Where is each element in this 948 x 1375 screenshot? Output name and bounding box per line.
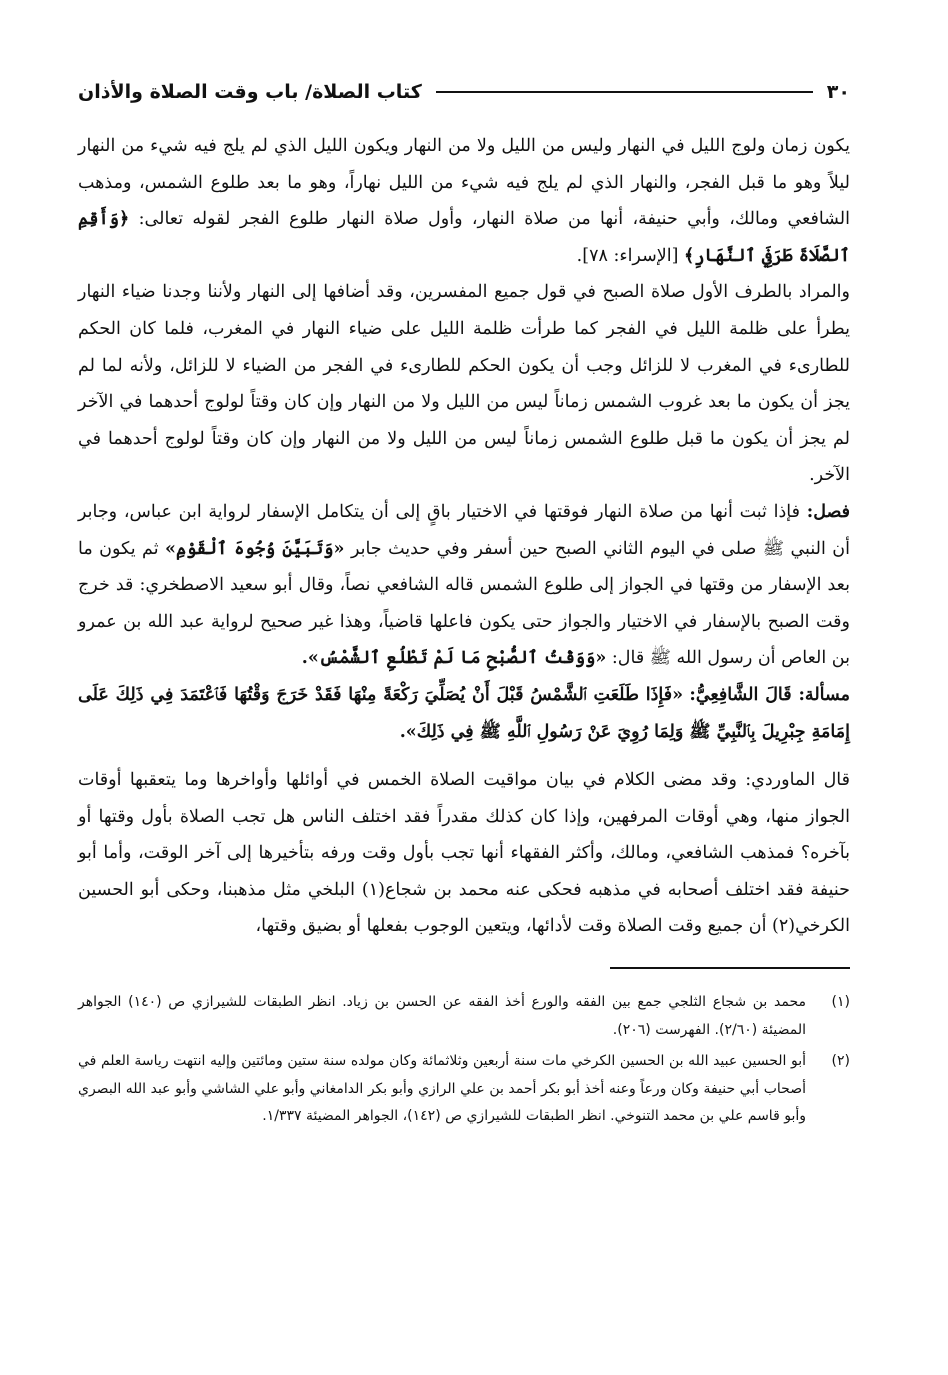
paragraph-fasl (78, 494, 850, 677)
running-header (78, 72, 850, 112)
fasl-text-b: ثم يكون ما بعد الإسفار من وقتها في الجواز إلى طلوع الشمس قاله الشافعي نصاً، وقال أبو سعيد الاصطخري: قد خرج وقت الصبح بالإسفار في الاختيار والجواز حتى يكون فاعلها قاضياً، وهذا غير صحيح لرواية عبد الله بن عمرو بن العاص أن رسول الله ﷺ قال: (78, 538, 850, 669)
footnote-number: (١) (831, 994, 850, 1011)
verse-reference: [الإسراء: ٧٨]. (576, 245, 679, 266)
paragraph-mawardi (78, 762, 850, 945)
footnote-number: (٢) (831, 1053, 850, 1070)
footnote-text: أبو الحسين عبيد الله بن الحسين الكرخي مات سنة أربعين وثلاثمائة وكان مولده سنة ستين ومائتين وإليه انتهت رياسة العلم في أصحاب أبي حنيفة وكان ورعاً وعنه أخذ أبو بكر أحمد بن علي الرازي وأبو بكر الدامغاني وأبو علي الشاشي وأبو عبد الله البصري وأبو قاسم علي بن محمد التنوخي. انظر الطبقات للشيرازي ص (١٤٢)، الجواهر المضيئة ١/٣٣٧. (78, 1053, 806, 1125)
footnote-ref-1: (١) (361, 879, 385, 900)
page-number: ٣٠ (826, 81, 850, 103)
hadith-quote-1: «وَتَبَيَّنَ وُجُوهَ ٱلْقَوْمِ» (165, 538, 345, 559)
fasl-text-a: فإذا ثبت أنها من صلاة النهار فوقتها في الاختيار باقٍ إلى أن يتكامل الإسفار لرواية ابن عباس، وجابر أن النبي ﷺ صلى في اليوم الثاني الصبح حين أسفر وفي حديث جابر (78, 501, 850, 559)
masala-text: «فَإِذَا طَلَعَتِ ٱلشَّمْسُ قَبْلَ أَنْ يُصَلِّيَ رَكْعَةً مِنْهَا فَقَدْ خَرَجَ وَقْتُهَا فَٱعْتَمَدَ فِي ذَلِكَ عَلَى إِمَامَةِ جِبْرِيلَ بِٱلنَّبِيِّ ﷺ وَلِمَا رُوِيَ عَنْ رَسُولِ ٱللَّهِ ﷺ فِي ذَلِكَ». (78, 684, 850, 742)
fasl-label: فصل: (806, 501, 850, 522)
footnote-1 (78, 989, 850, 1044)
mawardi-text-a: قال الماوردي: وقد مضى الكلام في بيان مواقيت الصلاة الخمس في أوائلها وأواخرها وما يتعقبها أوقات الجواز منها، وهي أوقات المرفهين، وإذا كان كذلك مقدراً فقد اختلف الناس هل تجب الصلاة بأول وقتها أو بآخره؟ فمذهب الشافعي، ومالك، وأكثر الفقهاء أنها تجب بأول وقت ورفه بتأخيرها إلى آخر الوقت، وأما أبو حنيفة فقد اختلف أصحابه في مذهبه فحكى عنه محمد بن شجاع (78, 770, 850, 900)
footnote-separator (610, 967, 850, 969)
mawardi-text-c: أن جميع وقت الصلاة وقت لأدائها، ويتعين الوجوب بفعلها أو بضيق وقتها، (255, 916, 767, 937)
footnote-ref-2: (٢) (772, 916, 796, 937)
chapter-title: كتاب الصلاة/ باب وقت الصلاة والأذان (78, 81, 422, 103)
header-rule (436, 91, 813, 93)
footnote-text: محمد بن شجاع الثلجي جمع بين الفقه والورع أخذ الفقه عن الحسن بن زياد. انظر الطبقات للشيرازي ص (١٤٠) الجواهر المضيئة (٢/٦٠). الفهرست (٢٠٦). (78, 994, 806, 1038)
paragraph-1 (78, 128, 850, 274)
masala-label: مسألة: قَالَ الشَّافِعِيُّ: (689, 684, 850, 705)
paragraph-1-text: يكون زمان ولوج الليل في النهار وليس من الليل ولا من النهار ويكون الليل الذي لم يلج فيه شيء من النهار ليلاً وهو ما قبل الفجر، والنهار الذي لم يلج فيه شيء من الليل نهاراً، وهو ما بعد طلوع الشمس، ومذهب الشافعي ومالك، وأبي حنيفة، أنها من صلاة النهار، وأول صلاة النهار طلوع الفجر لقوله تعالى: (78, 136, 850, 230)
hadith-quote-2: «وَوَقْتُ ٱلصُّبْحِ مَا لَمْ تَطْلُعِ ٱلشَّمْسُ». (301, 648, 607, 669)
footnotes (78, 989, 850, 1131)
main-text (78, 128, 850, 945)
footnote-2 (78, 1048, 850, 1131)
paragraph-2-text: والمراد بالطرف الأول صلاة الصبح في قول جميع المفسرين، وقد أضافها إلى النهار ولأننا وجدنا ضياء النهار يطرأ على ظلمة الليل في الفجر كما طرأت ظلمة الليل على ضياء النهار في المغرب، فلما كان الحكم للطارىء في المغرب لا للزائل وجب أن يكون الحكم للطارىء في الفجر من الضياء لا للزائل، ولأنه لما لم يجز أن يكون ما بعد غروب الشمس زماناً ليس من الليل ولا من النهار وإن كان وقتاً لولوج أحدهما في الآخر لم يجز أن يكون ما قبل طلوع الشمس زماناً ليس من الليل ولا من النهار وإن كان وقتاً لولوج أحدهما في الآخر. (78, 282, 850, 486)
quran-verse: ﴿وَأَقِمِ ٱلصَّلَاةَ طَرَفَيِ ٱلنَّهَارِ﴾ (78, 209, 850, 266)
paragraph-2 (78, 274, 850, 494)
book-page (78, 72, 850, 1131)
mawardi-text-b: البلخي مثل مذهبنا، وحكى أبو الحسين الكرخي (78, 879, 850, 937)
paragraph-masala (78, 677, 850, 750)
